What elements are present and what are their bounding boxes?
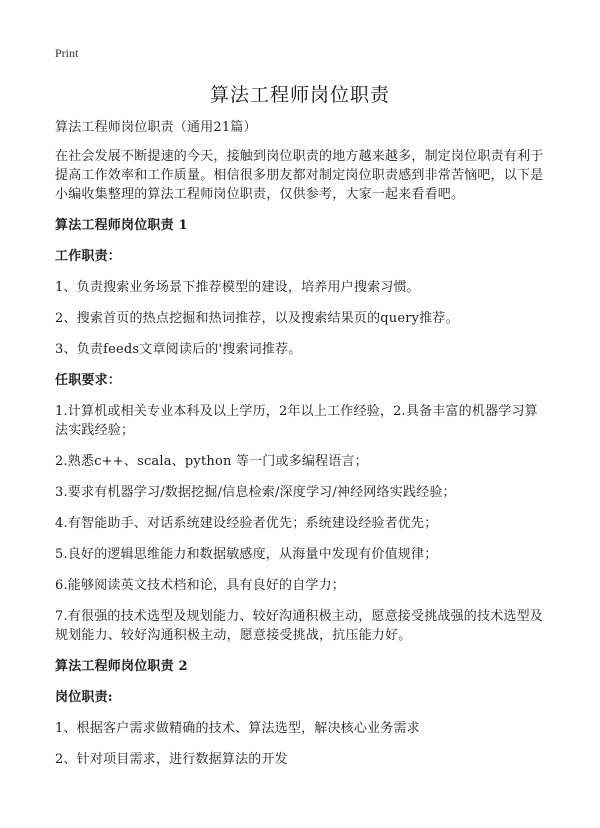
section-heading-1: 算法工程师岗位职责 1 (55, 218, 188, 233)
requirement-item: 5.良好的逻辑思维能力和数据敏感度，从海量中发现有价值规律； (55, 547, 438, 562)
requirement-item: 1.计算机或相关专业本科及以上学历，2年以上工作经验，2.具备丰富的机器学习算法实践经验； (55, 404, 538, 438)
page-title: 算法工程师岗位职责 (209, 84, 390, 106)
requirement-item: 6.能够阅读英文技术档和论，具有良好的自学力； (55, 578, 346, 593)
duties-heading-1: 工作职责： (55, 249, 122, 264)
duty-item: 2、搜索首页的热点挖掘和热词推荐，以及搜索结果页的query推荐。 (55, 311, 459, 326)
duty-item: 1、根据客户需求做精确的技术、算法选型，解决核心业务需求 (55, 721, 420, 736)
document-subtitle: 算法工程师岗位职责（通用21篇） (55, 120, 257, 135)
document-body (55, 118, 550, 781)
requirement-item: 4.有智能助手、对话系统建设经验者优先；系统建设经验者优先； (55, 516, 438, 531)
requirement-item: 7.有很强的技术选型及规划能力、较好沟通积极主动，愿意接受挑战强的技术选型及规划能力、较好沟通积极主动，愿意接受挑战，抗压能力好。 (55, 609, 544, 643)
duty-item: 3、负责feeds文章阅读后的'搜索词推荐。 (55, 342, 302, 357)
section-heading-2: 算法工程师岗位职责 2 (55, 659, 188, 674)
requirement-item: 2.熟悉c++、scala、python 等一门或多编程语言； (55, 454, 368, 469)
requirement-item: 3.要求有机器学习/数据挖掘/信息检索/深度学习/神经网络实践经验； (55, 485, 456, 500)
duty-item: 2、针对项目需求，进行数据算法的开发 (55, 752, 288, 767)
intro-paragraph: 在社会发展不断提速的今天，接触到岗位职责的地方越来越多，制定岗位职责有利于提高工作效率和工作质量。相信很多朋友都对制定岗位职责感到非常苦恼吧，以下是小编收集整理的算法工程师岗位职责，仅供参考，大家一起来看看吧。 (55, 149, 544, 202)
duties-heading-2: 岗位职责: (55, 690, 113, 705)
duty-item: 1、负责搜索业务场景下推荐模型的建设，培养用户搜索习惯。 (55, 280, 420, 295)
print-link[interactable]: Print (55, 46, 79, 60)
requirements-heading-1: 任职要求： (55, 373, 122, 388)
